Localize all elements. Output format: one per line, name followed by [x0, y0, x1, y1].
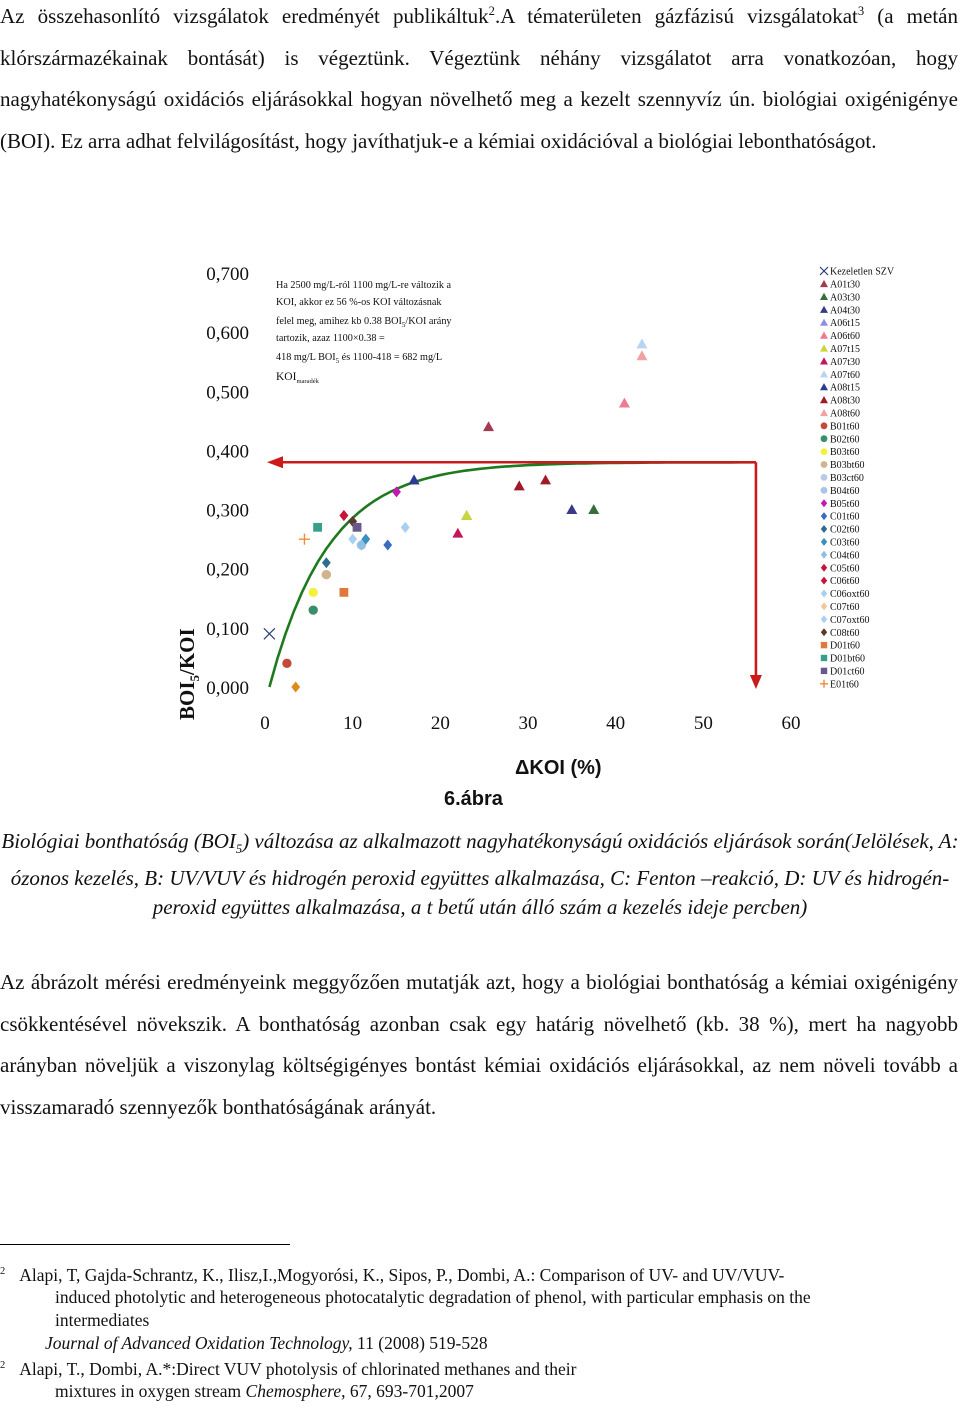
legend-entry: B03t60: [830, 447, 860, 459]
legend-marker: [821, 448, 828, 455]
legend-marker: [821, 602, 827, 610]
data-point: [309, 588, 318, 597]
data-point: [348, 534, 357, 545]
reading-guide-arrows: [267, 456, 762, 689]
y-tick-label: 0,200: [206, 559, 249, 581]
x-tick-label: 10: [343, 713, 363, 734]
x-tick-label: 30: [518, 713, 538, 734]
legend-marker: [820, 306, 828, 313]
intro-paragraph: [0, 0, 958, 162]
legend-marker: [821, 422, 828, 429]
data-point: [282, 659, 291, 668]
legend-marker: [821, 577, 827, 585]
data-point: [461, 510, 472, 520]
legend-entry: E01t60: [830, 679, 859, 691]
legend-marker: [821, 512, 827, 520]
legend-entry: D01t60: [830, 640, 860, 652]
legend-entry: A07t15: [830, 344, 860, 355]
legend-entry: A07t30: [830, 356, 860, 368]
intro-text-3: (a metán klórszármazékainak bontását) is végeztünk. Végeztünk néhány vizsgálatot arra vonatkozóan, hogy nagyhatékonyságú oxidációs eljárásokkal hogyan növelhető meg a kezelt szennyvíz ún. biológiai oxigénigénye (BOI). Ez arra adhat felvilágosítást, hogy javíthatjuk-e a kémiai oxidációval a biológiai lebonthatóságot.: [0, 4, 958, 153]
legend-marker: [821, 525, 827, 533]
legend-entry: A06t15: [830, 318, 860, 330]
footnote-2-line-1: $^2$ Alapi, T., Dombi, A.*:Direct VUV photolysis of chlorinated methanes and their: [0, 1358, 577, 1379]
y-tick-labels: [206, 264, 249, 699]
footnote-ref-3[interactable]: 3: [857, 4, 865, 18]
footnote-1-line-2: induced photolytic and heterogeneous photocatalytic degradation of phenol, with particular emphasis on the: [55, 1287, 811, 1307]
annotation-line-4: tartozik, azaz 1100×0.38 =: [276, 333, 385, 344]
legend-marker: [821, 642, 827, 648]
legend-entry: D01bt60: [830, 653, 865, 665]
legend-entry: B05t60: [830, 498, 860, 510]
data-point: [340, 510, 349, 521]
boi-koi-scatter-chart: [0, 240, 960, 779]
data-point: [309, 605, 318, 614]
data-points: [264, 338, 648, 692]
legend-marker: [820, 396, 828, 403]
annotation-line-5: 418 mg/L $BOI_5$ és 1100-418 = 682 mg/L: [276, 352, 443, 365]
legend-marker: [820, 267, 828, 275]
legend-marker: [820, 409, 828, 416]
legend-entry: D01ct60: [830, 666, 865, 678]
data-point: [540, 475, 551, 485]
footnote-1-number: 2: [0, 1266, 6, 1277]
x-tick-label: 60: [781, 713, 801, 734]
legend-marker: [821, 487, 828, 494]
legend-marker: [821, 435, 828, 442]
annotation-line-2: KOI, akkor ez 56 %-os KOI változásnak: [276, 297, 442, 308]
legend-entry: C05t60: [830, 563, 860, 575]
data-point: [264, 628, 275, 639]
data-point: [313, 523, 322, 532]
legend-entry: C07oxt60: [830, 614, 870, 626]
y-tick-label: 0,700: [206, 264, 249, 285]
legend-marker: [821, 499, 827, 507]
y-tick-label: 0,500: [206, 382, 249, 404]
intro-text-1: Az összehasonlító vizsgálatok eredményét publikáltuk: [0, 4, 489, 28]
legend-entry: A08t30: [830, 395, 860, 407]
footnote-1-line-1: $^2$ Alapi, T, Gajda-Schrantz, K., Ilisz,I.,Mogyorósi, K., Sipos, P., Dombi, A.: Comparison of UV- and UV/VUV-: [0, 1264, 785, 1285]
footnote-ref-2[interactable]: 2: [488, 4, 495, 18]
y-tick-label: 0,400: [206, 441, 249, 463]
legend-marker: [821, 668, 827, 674]
legend-marker: [820, 344, 828, 351]
x-tick-label: 40: [606, 713, 626, 734]
footnote-separator: [0, 1244, 290, 1245]
data-point: [401, 522, 410, 533]
legend-entry: A01t30: [830, 279, 860, 291]
x-tick-label: 50: [693, 713, 713, 734]
legend-marker: [821, 461, 828, 468]
legend-entry: C04t60: [830, 550, 860, 562]
legend-marker: [821, 538, 827, 546]
legend-entry: A03t30: [830, 292, 860, 304]
footnote-2-line-2: mixtures in oxygen stream Chemosphere, 67, 693-701,2007: [55, 1381, 474, 1401]
figure-number: 6.ábra: [444, 788, 503, 810]
figure-caption: Biológiai bonthatóság $(BOI_5)$ változása az alkalmazott nagyhatékonyságú oxidációs eljárások során(Jelölések, A: ózonos kezelés, B: UV/VUV és hidrogén peroxid együttes alkalmazása, C: Fenton –reakció, D: UV és hidrogén-peroxid együttes alkalmazása, a t betű után álló szám a kezelés ideje percben): [1, 829, 959, 920]
data-point: [514, 480, 525, 490]
data-point: [299, 534, 310, 545]
footnote-2-number: 2: [0, 1360, 6, 1371]
x-tick-label: 20: [430, 713, 450, 734]
intro-text-2: .A tématerületen gázfázisú vizsgálatokat: [494, 4, 858, 28]
data-point: [619, 398, 630, 408]
data-point: [636, 338, 647, 348]
legend-entry: B03ct60: [830, 473, 864, 484]
legend-entry: A06t60: [830, 331, 860, 343]
horizontal-arrowhead: [267, 456, 283, 468]
data-point: [566, 504, 577, 514]
legend-entry: C01t60: [830, 511, 860, 523]
legend-entry: A08t60: [830, 408, 860, 420]
legend-entry: B04t60: [830, 485, 860, 497]
y-tick-label: 0,300: [206, 500, 249, 522]
annotation-line-6: $KOI_{maradék}$: [276, 371, 319, 385]
x-axis-label: ΔKOI (%): [515, 757, 602, 779]
legend-marker: [821, 564, 827, 572]
legend-marker: [820, 357, 828, 364]
y-tick-label: 0,100: [206, 618, 249, 640]
legend-marker: [821, 655, 827, 661]
legend-entry: C02t60: [830, 524, 860, 536]
data-point: [353, 523, 362, 532]
legend-entry: A07t60: [830, 369, 860, 381]
annotation-line-3: felel meg, amihez kb 0.38 $BOI_5$/KOI arány: [276, 316, 452, 329]
y-tick-label: 0,000: [206, 678, 249, 699]
data-point: [322, 570, 331, 579]
legend-entry: C06t60: [830, 576, 860, 588]
y-tick-label: 0,600: [206, 323, 249, 345]
x-tick-labels: [260, 713, 800, 734]
legend-marker: [820, 383, 828, 390]
data-point: [636, 350, 647, 360]
data-point: [383, 540, 392, 551]
legend-entry: Kezeletlen SZV: [830, 266, 895, 278]
annotation-line-1: Ha 2500 mg/L-ról 1100 mg/L-re változik a: [276, 280, 452, 291]
footnote-1-line-4: Journal of Advanced Oxidation Technology, 11 (2008) 519-528: [45, 1333, 488, 1353]
legend-entry: A04t30: [830, 305, 860, 317]
legend-entry: B03bt60: [830, 460, 865, 472]
legend-marker: [821, 615, 827, 623]
vertical-arrowhead: [750, 675, 762, 689]
legend-entry: C08t60: [830, 627, 860, 639]
footnote-1-line-3: intermediates: [55, 1310, 150, 1330]
y-axis-label: $BOI_5$/KOI: [175, 628, 202, 720]
legend-entry: B02t60: [830, 434, 860, 446]
data-point: [322, 557, 331, 568]
legend-marker: [820, 680, 828, 688]
legend-marker: [820, 370, 828, 377]
chart-annotation: [276, 280, 452, 385]
x-tick-label: 0: [260, 713, 270, 734]
legend-marker: [821, 628, 827, 636]
legend-marker: [821, 551, 827, 559]
legend-entry: C07t60: [830, 602, 860, 613]
legend-entry: B01t60: [830, 421, 860, 433]
legend-entry: A08t15: [830, 382, 860, 394]
data-point: [483, 421, 494, 431]
legend-marker: [821, 474, 828, 481]
data-point: [452, 528, 463, 538]
data-point: [588, 504, 599, 514]
data-point: [291, 682, 300, 693]
legend-marker: [820, 280, 828, 287]
conclusion-paragraph: Az ábrázolt mérési eredményeink meggyőzően mutatják azt, hogy a biológiai bonthatóság a kémiai oxigénigény csökkentésével növekszik. A bonthatóság azonban csak egy határig növelhető (kb. 38 %), mert ha nagyobb arányban növeljük a viszonylag költségigényes bontást kémiai oxidációs eljárásokkal, az nem növeli tovább a visszamaradó szennyezők bonthatóságának arányát.: [0, 970, 958, 1119]
legend-marker: [821, 590, 827, 598]
saturation-trend-curve: [269, 462, 756, 687]
data-point: [409, 475, 420, 485]
legend-marker: [820, 319, 828, 326]
data-point: [340, 588, 349, 597]
legend-entry: C06oxt60: [830, 589, 870, 601]
legend-marker: [820, 332, 828, 339]
chart-legend: [820, 267, 895, 691]
legend-marker: [820, 293, 828, 300]
legend-entry: C03t60: [830, 537, 860, 549]
